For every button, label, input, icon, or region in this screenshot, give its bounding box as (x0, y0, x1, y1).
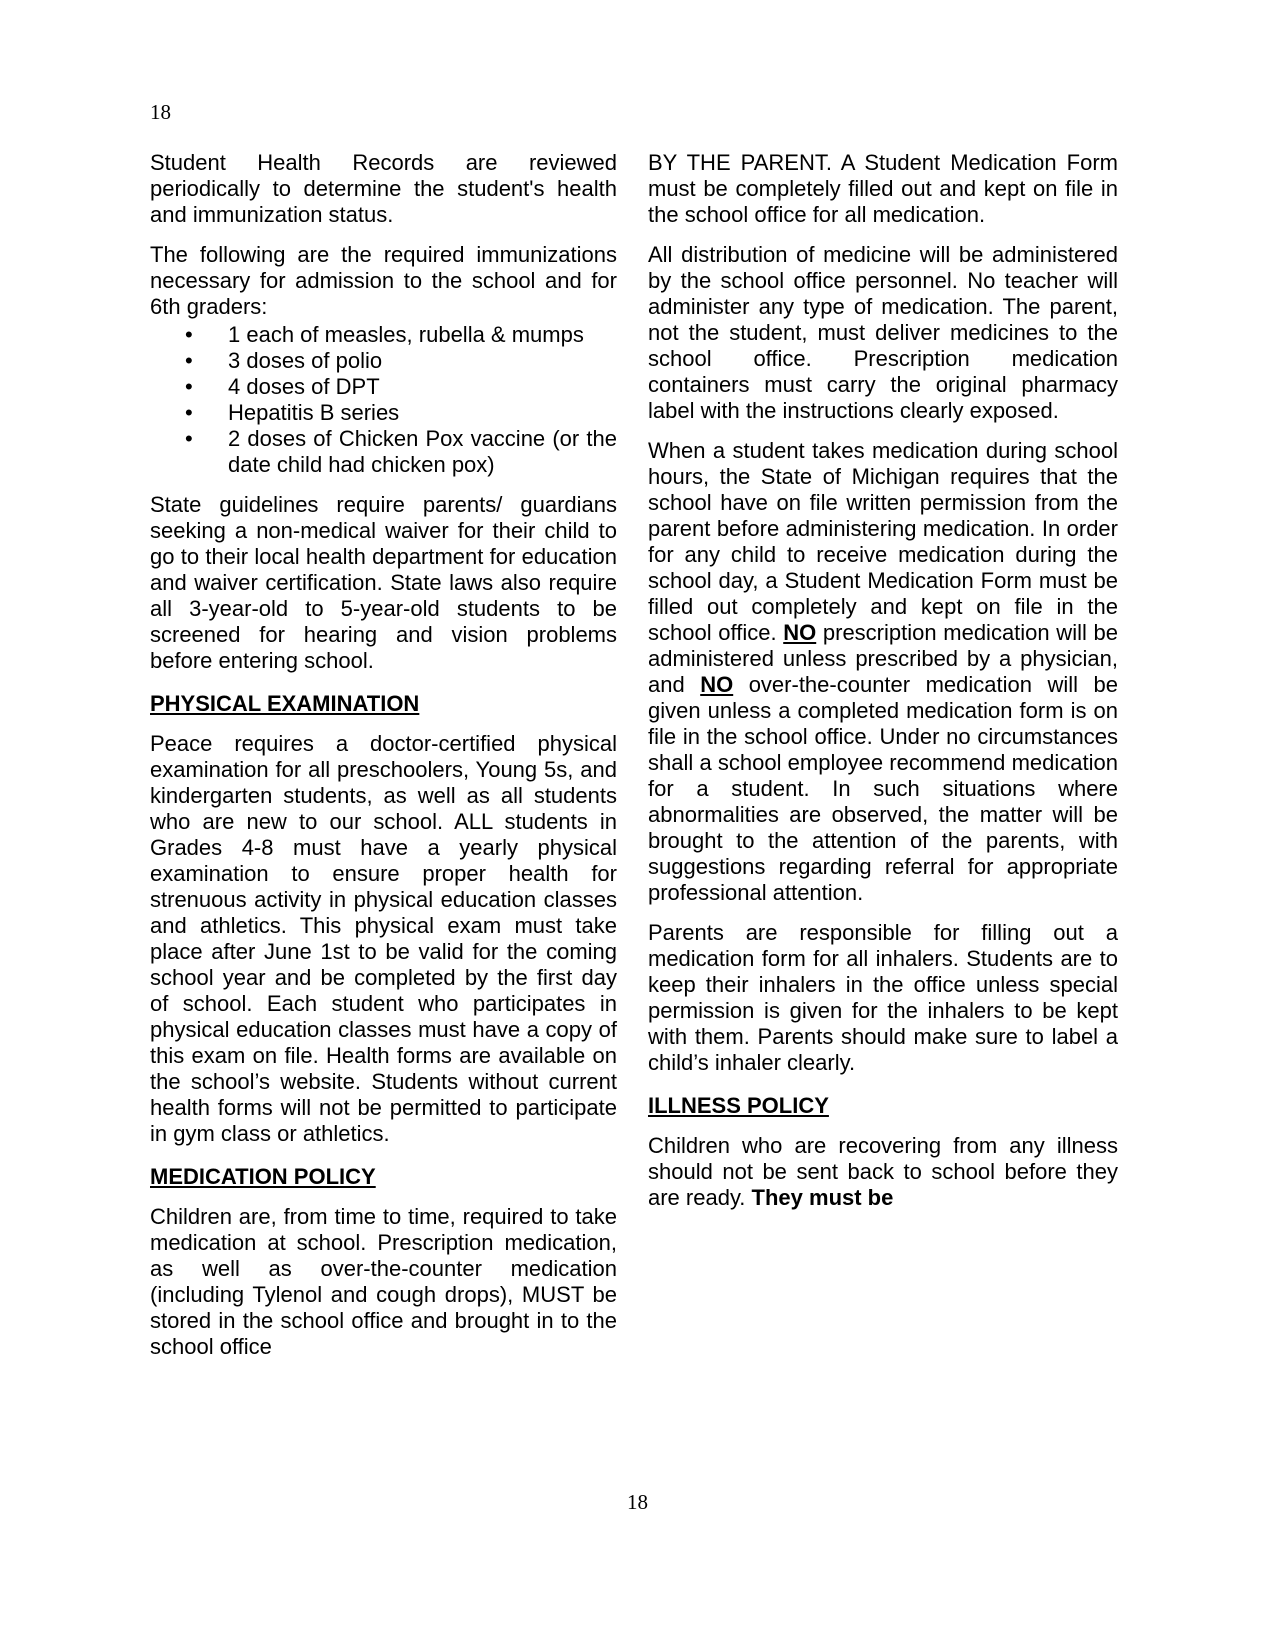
illness-text-segment: Children who are recovering from any illness should not be sent back to school before they are ready. (648, 1133, 1118, 1210)
para-by-the-parent: BY THE PARENT. A Student Medication Form must be completely filled out and kept on file in the school office for all medication. (648, 150, 1118, 227)
right-column (648, 150, 1118, 1225)
immunization-bullet-list (150, 322, 617, 478)
para-physical-examination: Peace requires a doctor-certified physical examination for all preschoolers, Young 5s, and kindergarten students, as well as all students who are new to our school. ALL students in Grades 4-8 must have a yearly physical examination to ensure proper health for strenuous activity in physical education classes and athletics. This physical exam must take place after June 1st to be valid for the coming school year and be completed by the first day of school. Each student who participates in physical education classes must have a copy of this exam on file. Health forms are available on the school’s website. Students without current health forms will not be permitted to participate in gym class or athletics. (150, 731, 617, 1146)
illness-bold-segment: They must be (751, 1185, 894, 1210)
para-state-guidelines: State guidelines require parents/ guardians seeking a non-medical waiver for their child to go to their local health department for education and waiver certification. State laws also require all 3-year-old to 5-year-old students to be screened for hearing and vision problems before entering school. (150, 492, 617, 673)
bullet-item: • Hepatitis B series (228, 400, 617, 426)
no-emphasis: NO (700, 672, 734, 697)
michigan-text-segment: prescription medication will be administered unless prescribed by a physician, and (648, 620, 1118, 697)
bullet-item: • 1 each of measles, rubella & mumps (228, 322, 617, 348)
heading-physical-examination: PHYSICAL EXAMINATION (150, 691, 420, 716)
michigan-text-segment: When a student takes medication during school hours, the State of Michigan requires that the school have on file written permission from the parent before administering medication. In order for any child to receive medication during the school day, a Student Medication Form must be filled out completely and kept on file in the school office. (648, 438, 1118, 645)
michigan-text-segment: over-the-counter medication will be given unless a completed medication form is on file in the school office. Under no circumstances shall a school employee recommend medication for a student. In such situations where abnormalities are observed, the matter will be brought to the attention of the parents, with suggestions regarding referral for appropriate professional attention. (648, 672, 1118, 905)
para-michigan-medication (648, 438, 1118, 906)
para-inhalers: Parents are responsible for filling out a medication form for all inhalers. Students are to keep their inhalers in the office unless special permission is given for the inhalers to be kept with them. Parents should make sure to label a child’s inhaler clearly. (648, 920, 1118, 1075)
bullet-item: • 3 doses of polio (228, 348, 617, 374)
heading-medication-policy: MEDICATION POLICY (150, 1164, 376, 1189)
para-illness-policy (648, 1133, 1118, 1211)
bullet-item: • 2 doses of Chicken Pox vaccine (or the date child had chicken pox) (228, 426, 617, 478)
heading-illness-policy: ILLNESS POLICY (648, 1093, 829, 1118)
para-required-immunizations: The following are the required immunizations necessary for admission to the school and for 6th graders: (150, 242, 617, 319)
page-footer-number: 18 (627, 1490, 648, 1514)
bullet-item: • 4 doses of DPT (228, 374, 617, 400)
para-medication-policy: Children are, from time to time, required to take medication at school. Prescription medication, as well as over-the-counter medication (including Tylenol and cough drops), MUST be stored in the school office and brought in to the school office (150, 1204, 617, 1359)
para-student-health-records: Student Health Records are reviewed periodically to determine the student's health and immunization status. (150, 150, 617, 227)
left-column (150, 150, 617, 1374)
page-header-number: 18 (150, 100, 171, 124)
para-medicine-distribution: All distribution of medicine will be administered by the school office personnel. No teacher will administer any type of medication. The parent, not the student, must deliver medicines to the school office. Prescription medication containers must carry the original pharmacy label with the instructions clearly exposed. (648, 242, 1118, 423)
no-emphasis: NO (783, 620, 817, 645)
